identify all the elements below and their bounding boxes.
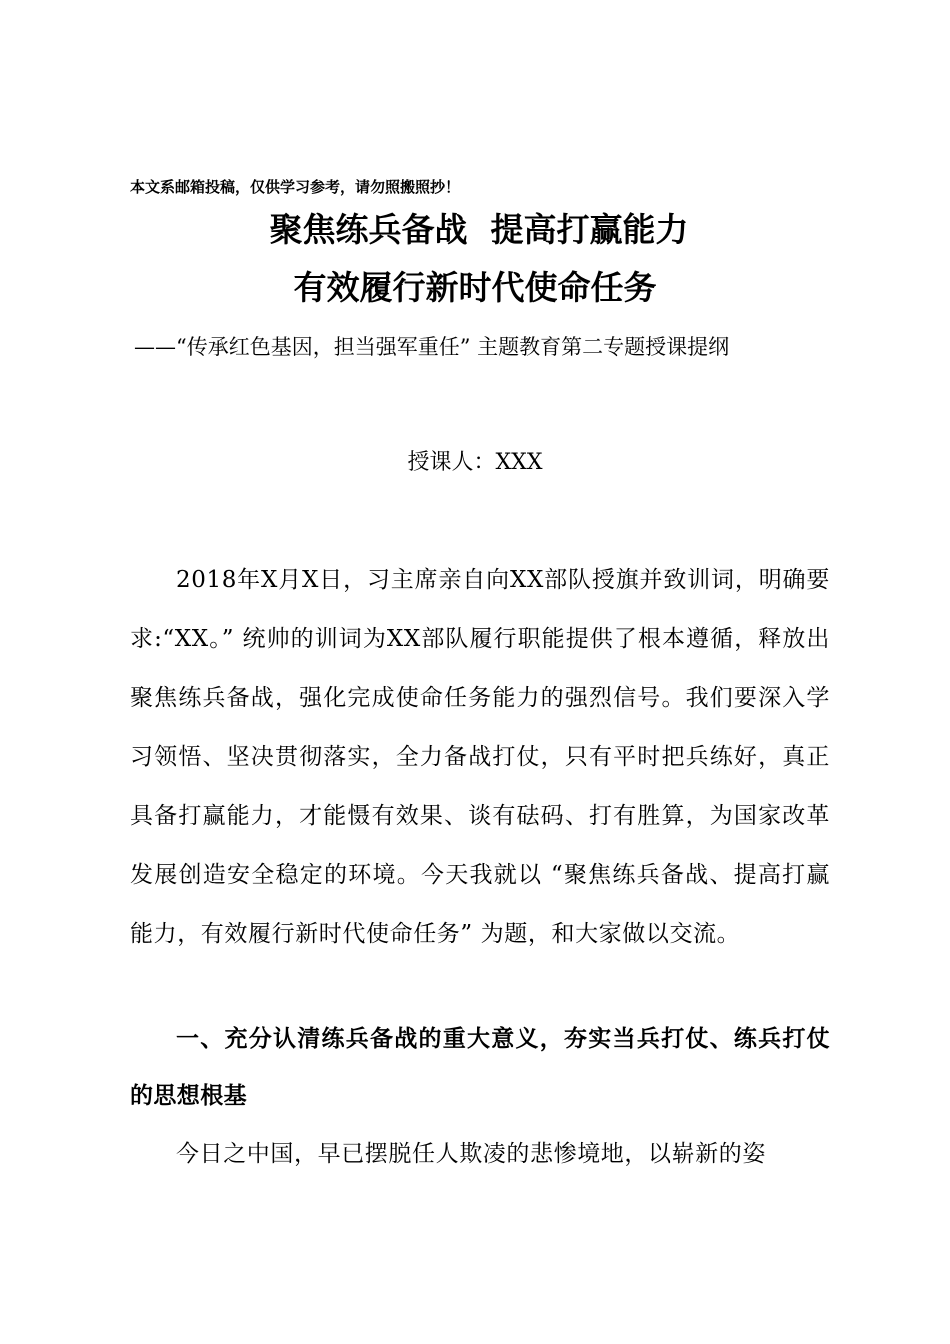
body-paragraph-section-1: 今日之中国，早已摆脱任人欺凌的悲惨境地，以崭新的姿 [176, 1141, 766, 1167]
document-subtitle: ——“传承红色基因，担当强军重任” 主题教育第二专题授课提纲 [134, 335, 730, 359]
section-heading-1: 一、充分认清练兵备战的重大意义，夯实当兵打仗、练兵打仗的思想根基 [130, 1026, 830, 1109]
lecturer-line: 授课人：XXX [407, 450, 543, 475]
document-title-line-1: 聚焦练兵备战 提高打赢能力 [269, 210, 689, 249]
submission-notice: 本文系邮箱投稿，仅供学习参考，请勿照搬照抄！ [130, 178, 461, 196]
body-paragraph-intro: 2018年X月X日，习主席亲自向XX部队授旗并致训词，明确要求:“XX。” 统帅的训词为XX部队履行职能提供了根本遵循，释放出聚焦练兵备战，强化完成使命任务能力的强烈信号。我们要深入学习领悟、坚决贯彻落实，全力备战打仗，只有平时把兵练好，真正具备打赢能力，才能慑有效果、谈有砝码、打有胜算，为国家改革发展创造安全稳定的环境。今天我就以 “聚焦练兵备战、提高打赢能力，有效履行新时代使命任务” 为题，和大家做以交流。 [130, 567, 830, 947]
document-title-line-2: 有效履行新时代使命任务 [293, 268, 657, 307]
